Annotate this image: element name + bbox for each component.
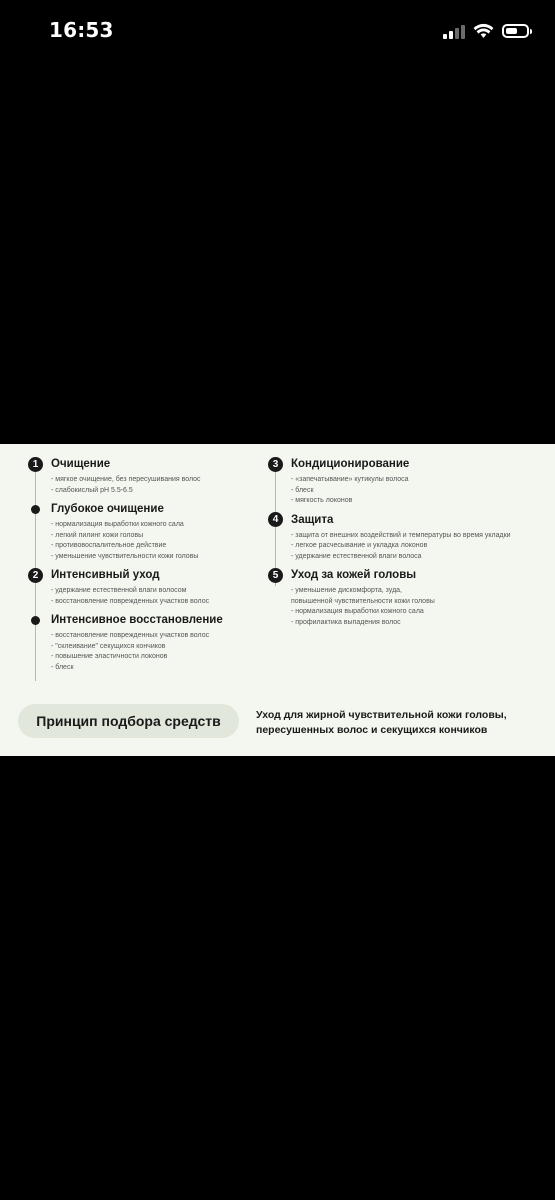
list-item: - восстановление поврежденных участков волос: [51, 632, 210, 639]
step-number-badge: 2: [28, 568, 43, 583]
list-item: - уменьшение дискомфорта, зуда,: [291, 587, 403, 594]
caption-line: пересушенных волос и секущихся кончиков: [256, 724, 488, 736]
step-items: [291, 531, 548, 563]
caption-line: Уход для жирной чувствительной кожи головы,: [256, 709, 507, 721]
list-item: - блеск: [291, 486, 314, 494]
step: [268, 512, 548, 563]
step-items: [291, 475, 548, 507]
step-title: Уход за кожей головы: [291, 569, 417, 581]
step: [268, 567, 548, 628]
left-column: [28, 456, 260, 678]
list-item: - удержание естественной влаги волоса: [291, 552, 422, 560]
step-number-badge: 4: [268, 512, 283, 527]
step: [268, 456, 548, 507]
step: [28, 567, 260, 607]
list-item: - уменьшение чувствительности кожи головы: [51, 552, 199, 560]
content-image: [0, 444, 555, 756]
step: [28, 456, 260, 496]
step: [28, 612, 260, 673]
list-item: - защита от внешних воздействий и температуры во время укладки: [291, 531, 511, 539]
list-item: - противовоспалительное действие: [51, 542, 167, 549]
step: [28, 501, 260, 562]
timeline-dot-icon: [31, 505, 40, 514]
list-item: повышенной чувствительности кожи головы: [291, 597, 435, 605]
status-time: 16:53: [49, 18, 114, 42]
step-items: [291, 586, 548, 628]
step-items: [51, 520, 260, 562]
list-item: - блеск: [51, 663, 74, 671]
list-item: - легкий пилинг кожи головы: [51, 531, 144, 539]
list-item: - слабокислый pH 5.5-6.5: [51, 486, 133, 494]
list-item: - «запечатывание» кутикулы волоса: [291, 476, 409, 483]
step-items: [51, 631, 260, 673]
list-item: - повышение эластичности локонов: [51, 653, 168, 660]
list-item: - легкое расчесывание и укладка локонов: [291, 542, 428, 549]
list-item: - мягкость локонов: [291, 497, 353, 504]
step-number-badge: 1: [28, 457, 43, 472]
list-item: - профилактика выпадения волос: [291, 618, 401, 626]
care-caption: [256, 708, 546, 738]
list-item: - восстановление поврежденных участков волос: [51, 597, 210, 605]
step-title: Защита: [291, 513, 334, 526]
selection-principle-pill: Принцип подбора средств: [18, 704, 239, 738]
wifi-icon: [473, 23, 494, 39]
list-item: - нормализация выработки кожного сала: [291, 608, 424, 615]
list-item: - нормализация выработки кожного сала: [51, 521, 184, 528]
step-title: Интенсивное восстановление: [51, 614, 223, 626]
step-number-badge: 3: [268, 457, 283, 472]
list-item: - удержание естественной влаги волосом: [51, 587, 187, 594]
step-items: [51, 586, 260, 607]
step-number-badge: 5: [268, 568, 283, 583]
list-item: - "склеивание" секущихся кончиков: [51, 642, 166, 650]
step-title: Глубокое очищение: [51, 503, 164, 515]
step-title: Интенсивный уход: [51, 569, 160, 581]
cellular-signal-icon: [443, 23, 465, 39]
step-items: [51, 475, 260, 496]
timeline-dot-icon: [31, 616, 40, 625]
status-bar: [0, 0, 555, 62]
step-title: Кондиционирование: [291, 458, 410, 470]
status-icons: [443, 20, 529, 42]
right-column: [268, 456, 548, 633]
battery-icon: [502, 24, 529, 38]
step-title: Очищение: [51, 458, 111, 470]
list-item: - мягкое очищение, без пересушивания волос: [51, 476, 201, 483]
